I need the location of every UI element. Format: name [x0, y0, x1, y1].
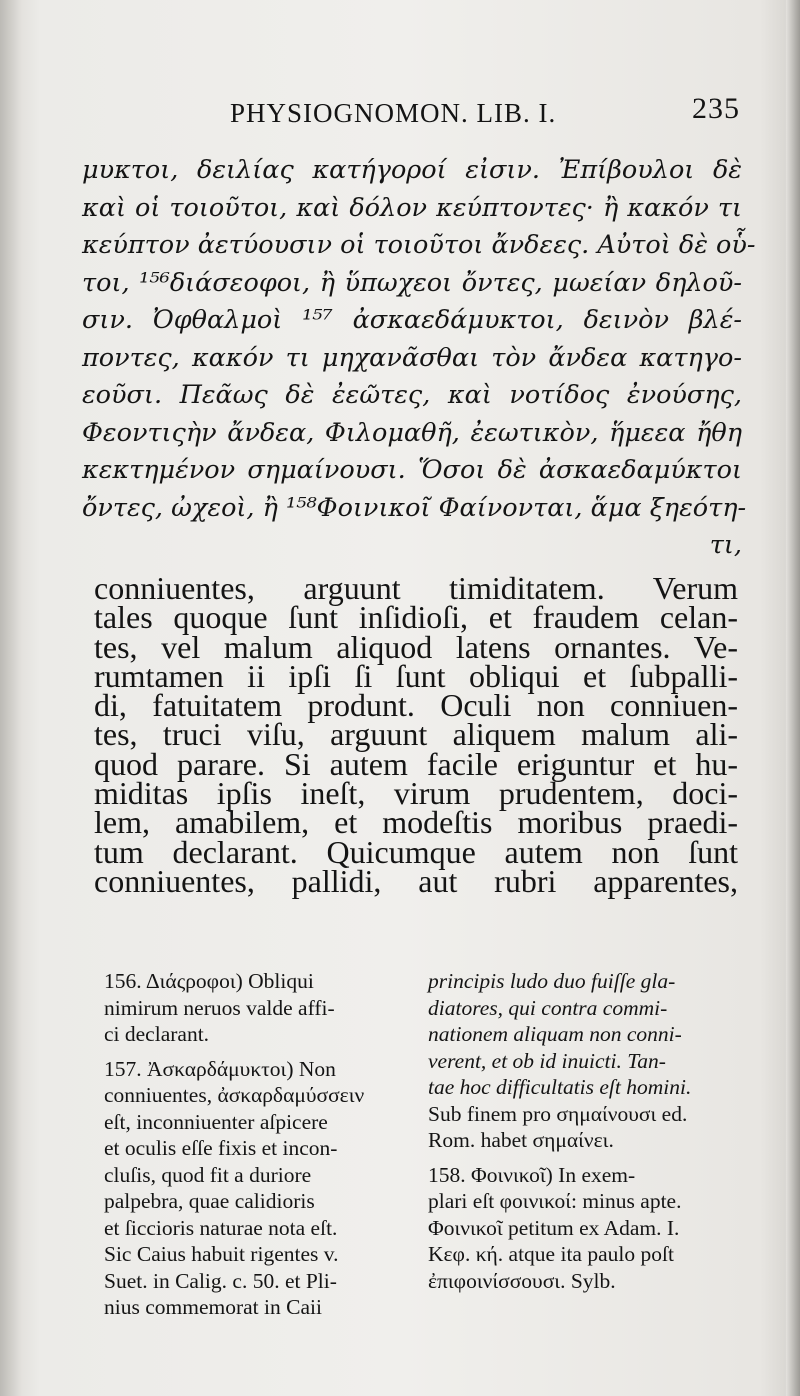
latin-line: di, fatuitatem produnt. Oculi non conniuen- — [94, 687, 738, 724]
footnote-line: palpebra, quae calidioris — [104, 1189, 315, 1213]
greek-line: κεκτημένον σημαίνουσι. Ὅσοι δὲ ἀσκαεδαμύκτοι — [82, 455, 742, 485]
footnote-line: diatores, qui contra commi- — [428, 995, 668, 1020]
footnote-line: ἐπιφοινίσσουσι. Sylb. — [428, 1268, 616, 1293]
footnote-line: Φοινικοῖ petitum ex Adam. I. — [428, 1215, 680, 1240]
footnote-line: conniuentes, ἀσκαρδαμύσσειν — [104, 1083, 365, 1107]
greek-text-block — [82, 152, 756, 565]
latin-line: tales quoque ſunt inſidioſi, et fraudem celan- — [94, 599, 738, 636]
footnote-line: 156. Διάςροφοι) Obliqui — [104, 969, 314, 993]
footnote-line: tae hoc difficultatis eſt homini. — [428, 1075, 692, 1099]
footnote-line: 157. Ἀσκαρδάμυκτοι) Non — [104, 1056, 336, 1081]
greek-line: ὄντες, ὠχεοὶ, ἢ ¹⁵⁸Φοινικοῖ Φαίνονται, ἅμα ξηεότη- — [82, 492, 747, 523]
latin-line: rumtamen ii ipſi ſi ſunt obliqui et ſubpalli- — [94, 657, 738, 694]
footnote-line: ci declarant. — [104, 1022, 210, 1046]
latin-line: tes, vel malum aliquod latens ornantes. Ve- — [94, 628, 738, 665]
footnote-line: Κεφ. κή. atque ita paulo poſt — [428, 1242, 674, 1266]
greek-line: Φεοντιςὴν ἄνδεα, Φιλομαθῆ, ἐεωτικὸν, ἥμεεα ἤθη — [82, 417, 742, 448]
footnote-line: et ſiccioris naturae nota eſt. — [104, 1215, 338, 1240]
latin-line: conniuentes, arguunt timiditatem. Verum — [94, 570, 738, 606]
greek-line-catchword: τι, — [709, 530, 742, 560]
greek-line: μυκτοι, δειλίας κατήγοροί εἰσιν. Ἐπίβουλοι δὲ — [82, 155, 742, 185]
footnote-line: principis ludo duo fuiſſe gla- — [428, 969, 676, 993]
latin-line: conniuentes, pallidi, aut rubri apparentes, — [94, 862, 738, 899]
latin-line: tum declarant. Quicumque autem non ſunt — [94, 833, 738, 870]
footnote-line: plari eſt φοινικοί: minus apte. — [428, 1189, 682, 1213]
page-edge-shadow — [786, 0, 800, 1396]
footnote-line: 158. Φοινικοῖ) In exem- — [428, 1162, 636, 1187]
greek-line: εοῦσι. Πεᾶως δὲ ἐεῶτες, καὶ νοτίδος ἐνούσης, — [82, 380, 742, 410]
footnotes-right-column — [428, 968, 760, 1294]
footnote-line: nius commemorat in Caii — [104, 1295, 322, 1319]
greek-line: κεύπτον ἀετύουσιν οἱ τοιοῦτοι ἄνδεες. Αὐτοὶ δὲ οὗ- — [82, 230, 756, 260]
greek-line: ποντες, κακόν τι μηχανᾶσθαι τὸν ἄνδεα κατηγο- — [82, 342, 742, 373]
greek-line: τοι, ¹⁵⁶διάσεοφοι, ἢ ὕπωχεοι ὄντες, μωείαν δηλοῦ- — [82, 267, 742, 298]
footnote-line: Sic Caius habuit rigentes v. — [104, 1242, 339, 1266]
footnote-line: nimirum neruos valde affi- — [104, 995, 335, 1020]
greek-line: σιν. Ὀφθαλμοὶ ¹⁵⁷ ἀσκαεδάμυκτοι, δεινὸν βλέ- — [82, 305, 742, 335]
footnotes-left-column — [104, 968, 414, 1321]
latin-translation-block — [94, 570, 738, 899]
latin-line: quod parare. Si autem facile eriguntur et hu- — [94, 745, 738, 782]
running-title: PHYSIOGNOMON. LIB. I. — [230, 98, 557, 128]
footnote-line: nationem aliquam non conni- — [428, 1022, 682, 1046]
running-header — [230, 92, 740, 132]
page-number: 235 — [692, 92, 740, 125]
footnote-line: verent, et ob id inuicti. Tan- — [428, 1048, 666, 1073]
latin-line: miditas ipſis ineſt, virum prudentem, doci- — [94, 775, 738, 812]
latin-line: tes, truci viſu, arguunt aliquem malum ali- — [94, 716, 738, 753]
footnote-line: Sub finem pro σημαίνουσι ed. — [428, 1101, 688, 1126]
latin-line: lem, amabilem, et modeſtis moribus praedi- — [94, 804, 738, 841]
footnote-line: Suet. in Calig. c. 50. et Pli- — [104, 1268, 337, 1293]
footnote-line: et oculis eſſe fixis et incon- — [104, 1136, 338, 1160]
footnote-line: Rom. habet σημαίνει. — [428, 1128, 614, 1152]
greek-line: καὶ οἱ τοιοῦτοι, καὶ δόλον κεύπτοντες· ἢ κακόν τι — [82, 192, 742, 223]
footnote-line: eſt, inconniuenter aſpicere — [104, 1109, 328, 1134]
footnote-line: cluſis, quod fit a duriore — [104, 1162, 312, 1187]
page-gutter-shadow — [0, 0, 22, 1396]
